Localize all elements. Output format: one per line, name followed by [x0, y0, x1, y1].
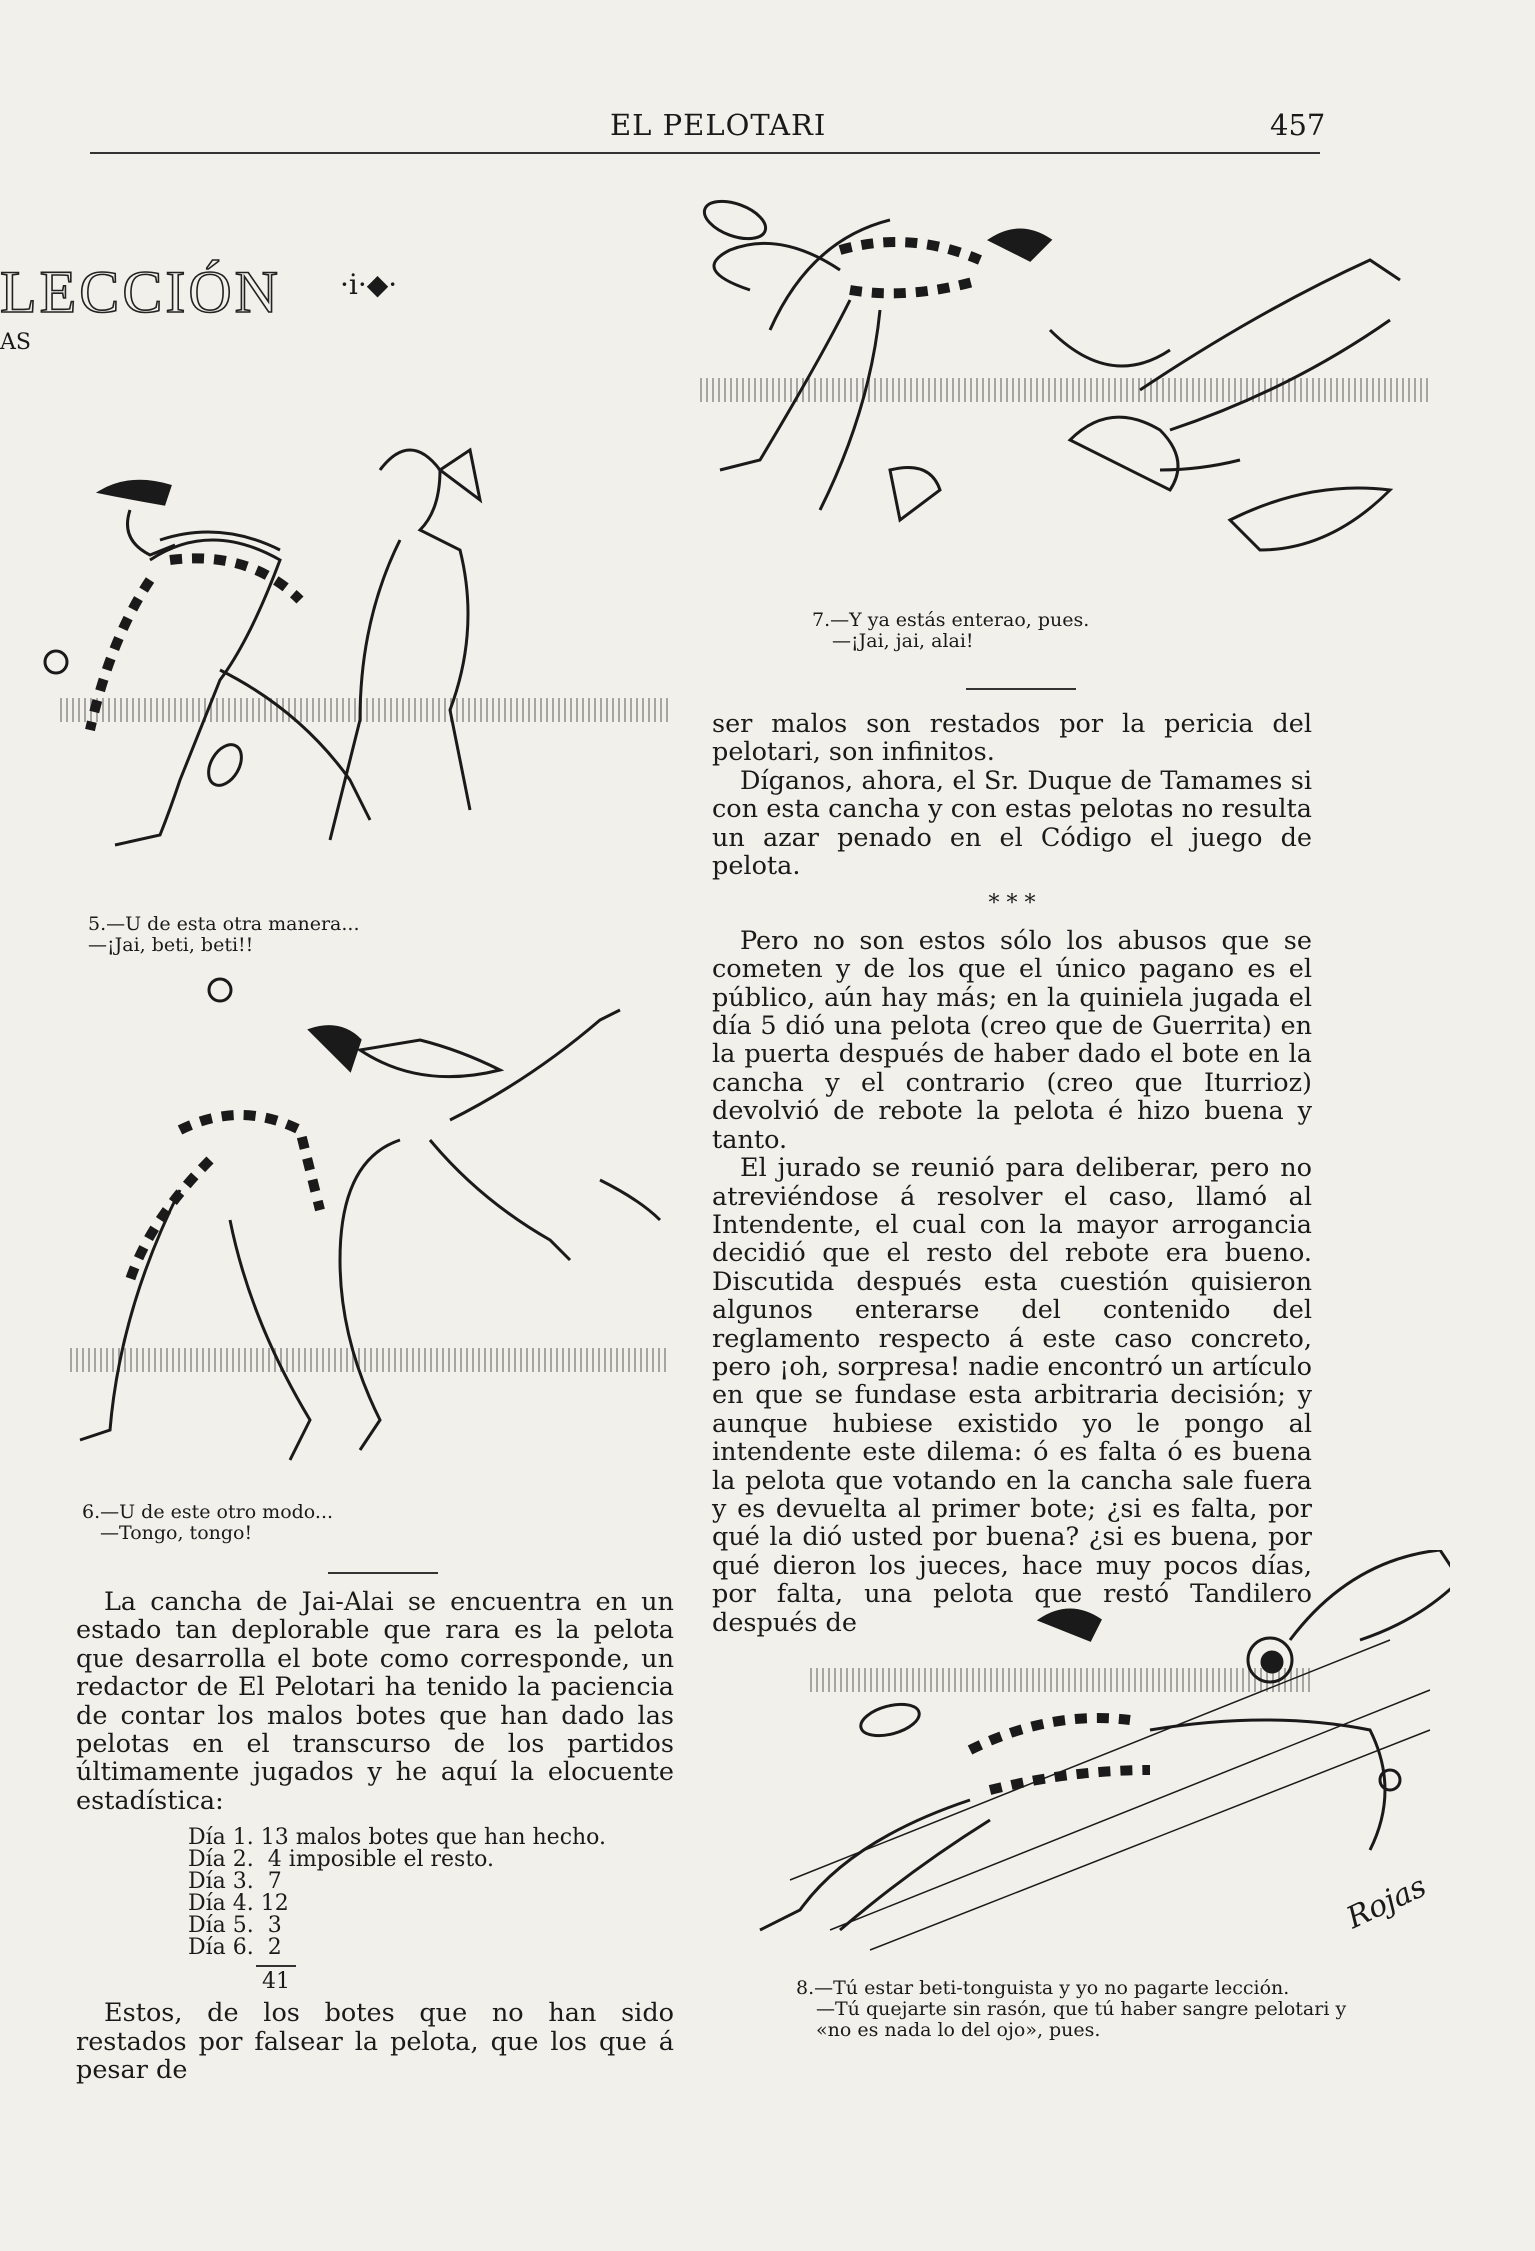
caption-5-line2: —¡Jai, beti, beti!! — [88, 934, 254, 956]
title-ornament: ·i·◆· — [340, 268, 398, 301]
stats-day: Día 3. — [188, 1869, 254, 1895]
stats-total: 41 — [262, 1969, 290, 1995]
stats-value: 3 — [267, 1913, 282, 1939]
page-number: 457 — [1270, 108, 1326, 142]
stats-day: Día 2. — [188, 1847, 254, 1873]
left-column — [76, 1588, 674, 2084]
right-para-2: Díganos, ahora, el Sr. Duque de Tamames si con esta cancha y con estas pelotas no resulta un azar penado en el Código el juego de pelota. — [712, 765, 1312, 882]
caption-8-line2: —Tú quejarte sin rasón, que tú haber sangre pelotari y — [816, 1998, 1347, 2020]
right-para-3: Pero no son estos sólo los abusos que se cometen y de los que el único pagano es el público, aún hay más; en la quiniela jugada el día 5 dió una pelota (creo que de Guerrita) en la puerta después de haber dado el bote en la cancha y el contrario (creo que Iturrioz) devolvió de rebote la pelota é hizo buena y tanto. — [712, 925, 1312, 1155]
page-header-title: EL PELOTARI — [610, 108, 827, 142]
stats-value: 13 — [260, 1825, 289, 1851]
stats-value: 12 — [260, 1891, 289, 1917]
section-stars: * * * — [988, 891, 1036, 917]
artist-signature: Rojas — [1341, 1869, 1432, 1936]
stats-row — [188, 1871, 674, 1893]
stats-row — [188, 1893, 674, 1915]
caption-6 — [82, 1502, 333, 1544]
caption-7 — [812, 610, 1089, 652]
stats-note: malos botes que han hecho. — [295, 1825, 607, 1851]
caption-6-line2: —Tongo, tongo! — [100, 1522, 253, 1544]
stats-total-rule — [256, 1965, 296, 1967]
caption-5-line1: 5.—U de esta otra manera... — [88, 913, 360, 935]
stats-day: Día 6. — [188, 1935, 254, 1961]
caption-8 — [796, 1978, 1346, 2041]
lesson-subtitle: AS — [0, 330, 31, 355]
stats-table — [188, 1827, 674, 1993]
caption-7-line2: —¡Jai, jai, alai! — [832, 630, 974, 652]
stats-value: 4 — [267, 1847, 282, 1873]
caption-5 — [88, 914, 360, 956]
stats-note: imposible el resto. — [288, 1847, 495, 1873]
header-rule — [90, 152, 1320, 154]
illustration-6 — [60, 970, 680, 1500]
illustration-8 — [690, 1550, 1450, 1970]
page-header — [90, 100, 1326, 160]
stats-row — [188, 1937, 674, 1959]
caption-8-line1: 8.—Tú estar beti-tonguista y yo no pagarte lección. — [796, 1977, 1290, 1999]
caption-6-line1: 6.—U de este otro modo... — [82, 1501, 334, 1523]
caption-7-line1: 7.—Y ya estás enterao, pues. — [812, 609, 1090, 631]
right-para-1: ser malos son restados por la pericia del pelotari, son infinitos. — [712, 709, 1312, 768]
left-para-1: La cancha de Jai-Alai se encuentra en un estado tan deplorable que rara es la pelota que desarrolla el bote como corresponde, un redactor de El Pelotari ha tenido la paciencia de contar los malos botes que han dado las pelotas en el transcurso de los partidos últimamente jugados y he aquí la elocuente estadística: — [76, 1587, 674, 1816]
right-column — [712, 710, 1312, 1637]
stats-row — [188, 1849, 674, 1871]
stats-day: Día 4. — [188, 1891, 254, 1917]
caption-8-line3: «no es nada lo del ojo», pues. — [816, 2019, 1101, 2041]
lesson-title: LECCIÓN — [0, 259, 281, 325]
left-para-2: Estos, de los botes que no han sido restados por falsear la pelota, que los que á pesar de — [76, 1998, 674, 2086]
section-rule — [966, 688, 1076, 690]
stats-value: 2 — [267, 1935, 282, 1961]
left-section-rule — [328, 1572, 438, 1574]
stats-day: Día 1. — [188, 1825, 254, 1851]
illustration-5 — [40, 410, 680, 910]
illustration-7 — [690, 190, 1450, 610]
right-para-4: El jurado se reunió para deliberar, pero no atreviéndose á resolver el caso, llamó al Intendente, el cual con la mayor arrogancia decidió que el resto del rebote era bueno. Discutida después esta cuestión quisieron algunos enterarse del contenido del reglamento respecto á este caso concreto, pero ¡oh, sorpresa! nadie encontró un artículo en que se fundase esta arbitraria decisión; y aunque hubiese existido yo le pongo al intendente este dilema: ó es falta ó es buena la pelota que votando en la cancha sale fuera y es devuelta al primer bote; ¿si es falta, por qué la dió usted por buena? ¿si es buena, por qué dieron los jueces, hace muy pocos días, por falta, una pelota que restó Tandilero después de — [712, 1153, 1312, 1638]
stats-value: 7 — [267, 1869, 282, 1895]
stats-row — [188, 1827, 674, 1849]
stats-row — [188, 1915, 674, 1937]
stats-day: Día 5. — [188, 1913, 254, 1939]
